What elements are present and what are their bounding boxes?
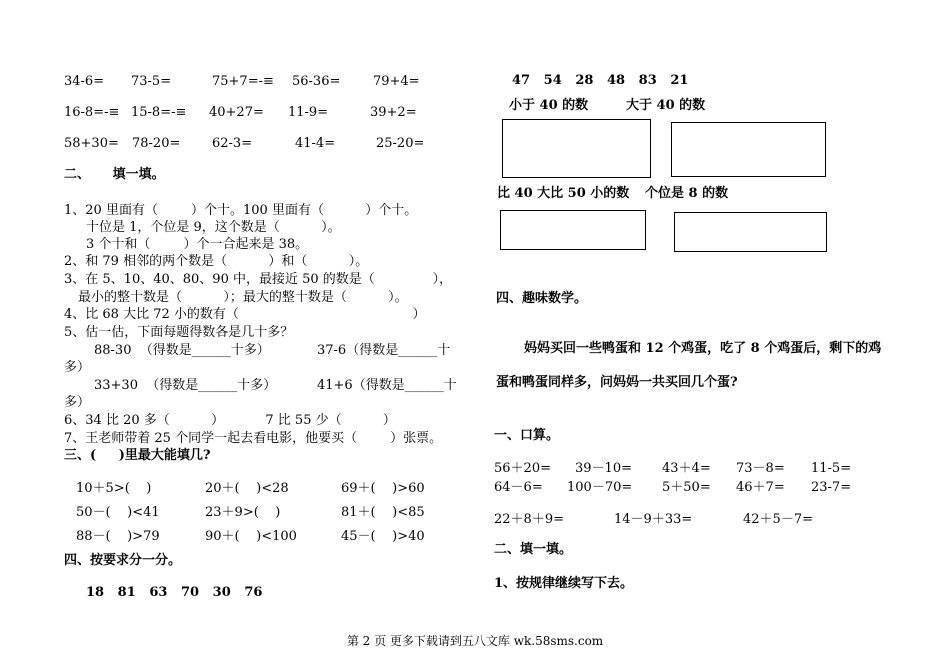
label-ones-digit-8: 个位是 8 的数 [645,186,729,201]
word-problem-line-2: 蛋和鸭蛋同样多，问妈妈一共买回几个蛋? [496,375,738,390]
arith-item: 58+30= [64,136,119,151]
arith-item: 56-36= [292,74,341,89]
fill-item: 5、估一估，下面每题得数各是几十多？ [64,325,294,340]
arith-item: 39+2= [370,105,417,120]
fill-item: 2、和 79 相邻的两个数是（ ）和（ ）。 [64,254,369,269]
section-title-fill: 二、 填一填。 [64,167,165,182]
oral-item: 5＋50= [662,480,711,495]
fill-item: 41+6（得数是______十 [317,378,457,393]
section-title-oral: 一、口算。 [494,428,560,443]
inequality-item: 69＋( )>60 [341,481,425,496]
page-footer: 第 2 页 更多下载请到五八文库 wk.58sms.com [346,634,604,648]
oral-item: 23-7= [811,480,852,495]
arith-item: 11-9= [288,105,329,120]
oral-item: 11-5= [811,461,852,476]
oral-item: 14－9＋33= [614,512,693,527]
arith-item: 73-5= [131,74,172,89]
arith-item: 25-20= [376,136,425,151]
fill-item: 3 个十和（ ）个一合起来是 38。 [86,237,309,252]
oral-item: 43＋4= [662,461,711,476]
arith-item: 40+27= [209,105,264,120]
fill-item: 十位是 1，个位是 9，这个数是（ ）。 [86,220,341,235]
arith-item: 75+7=-≡ [212,74,274,89]
arith-item: 62-3= [212,136,253,151]
fill-item: 33+30 （得数是______十多） [94,378,277,393]
fill-item: 6、34 比 20 多（ ） 7 比 55 少（ ） [64,413,396,428]
fill-item: 多） [64,395,91,410]
label-between-40-50: 比 40 大比 50 小的数 [497,186,630,201]
oral-item: 56＋20= [494,461,551,476]
oral-item: 46＋7= [736,480,785,495]
sort-numbers: 18 81 63 70 30 76 [86,585,263,600]
arith-item: 15-8=-≡ [131,105,187,120]
arith-item: 34-6= [64,74,105,89]
oral-item: 100－70= [567,480,633,495]
label-less-than-40: 小于 40 的数 [509,98,589,113]
answer-box-ones8[interactable] [674,212,827,252]
oral-item: 39－10= [575,461,632,476]
inequality-item: 90＋( )<100 [205,529,297,544]
oral-item: 42＋5－7= [743,512,813,527]
section-title-sort: 四、按要求分一分。 [64,553,182,568]
oral-item: 22＋8＋9= [494,512,564,527]
oral-item: 73－8= [736,461,785,476]
fill-item: 88-30 （得数是______十多） [94,343,270,358]
inequality-item: 88－( )>79 [76,529,160,544]
answer-box-gt40[interactable] [671,122,826,177]
fill-item: 37-6（得数是______十 [317,343,451,358]
arith-item: 79+4= [373,74,420,89]
pattern-title: 1、按规律继续写下去。 [494,576,634,591]
oral-item: 64－6= [494,480,543,495]
word-problem-line-1: 妈妈买回一些鸭蛋和 12 个鸡蛋，吃了 8 个鸡蛋后，剩下的鸡 [524,341,882,356]
fill-item: 1、20 里面有（ ）个十。100 里面有（ ）个十。 [64,203,418,218]
classify-numbers: 47 54 28 48 83 21 [512,73,689,88]
fill-item: 多） [64,360,91,375]
label-greater-than-40: 大于 40 的数 [626,98,706,113]
inequality-item: 81＋( )<85 [341,505,425,520]
answer-box-lt40[interactable] [502,119,651,178]
inequality-item: 50－( )<41 [76,505,160,520]
arith-item: 16-8=-≡ [64,105,120,120]
fill-item: 3、在 5、10、40、80、90 中，最接近 50 的数是（ ）， [64,272,453,287]
inequality-item: 45－( )>40 [341,529,425,544]
fill-item: 4、比 68 大比 72 小的数有（ ） [64,307,426,322]
section-title-max-fill: 三、( )里最大能填几? [64,448,211,463]
section-title-fill-right: 二、填一填。 [494,542,573,557]
fill-item: 最小的整十数是（ ）；最大的整十数是（ ）。 [78,290,408,305]
fill-item: 7、王老师带着 25 个同学一起去看电影，他要买（ ）张票。 [64,431,443,446]
section-title-fun-math: 四、趣味数学。 [496,291,588,306]
inequality-item: 10＋5>( ) [76,481,152,496]
arith-item: 78-20= [132,136,181,151]
answer-box-40-50[interactable] [500,210,646,250]
inequality-item: 20＋( )<28 [205,481,289,496]
arith-item: 41-4= [295,136,336,151]
inequality-item: 23＋9>( ) [205,505,281,520]
